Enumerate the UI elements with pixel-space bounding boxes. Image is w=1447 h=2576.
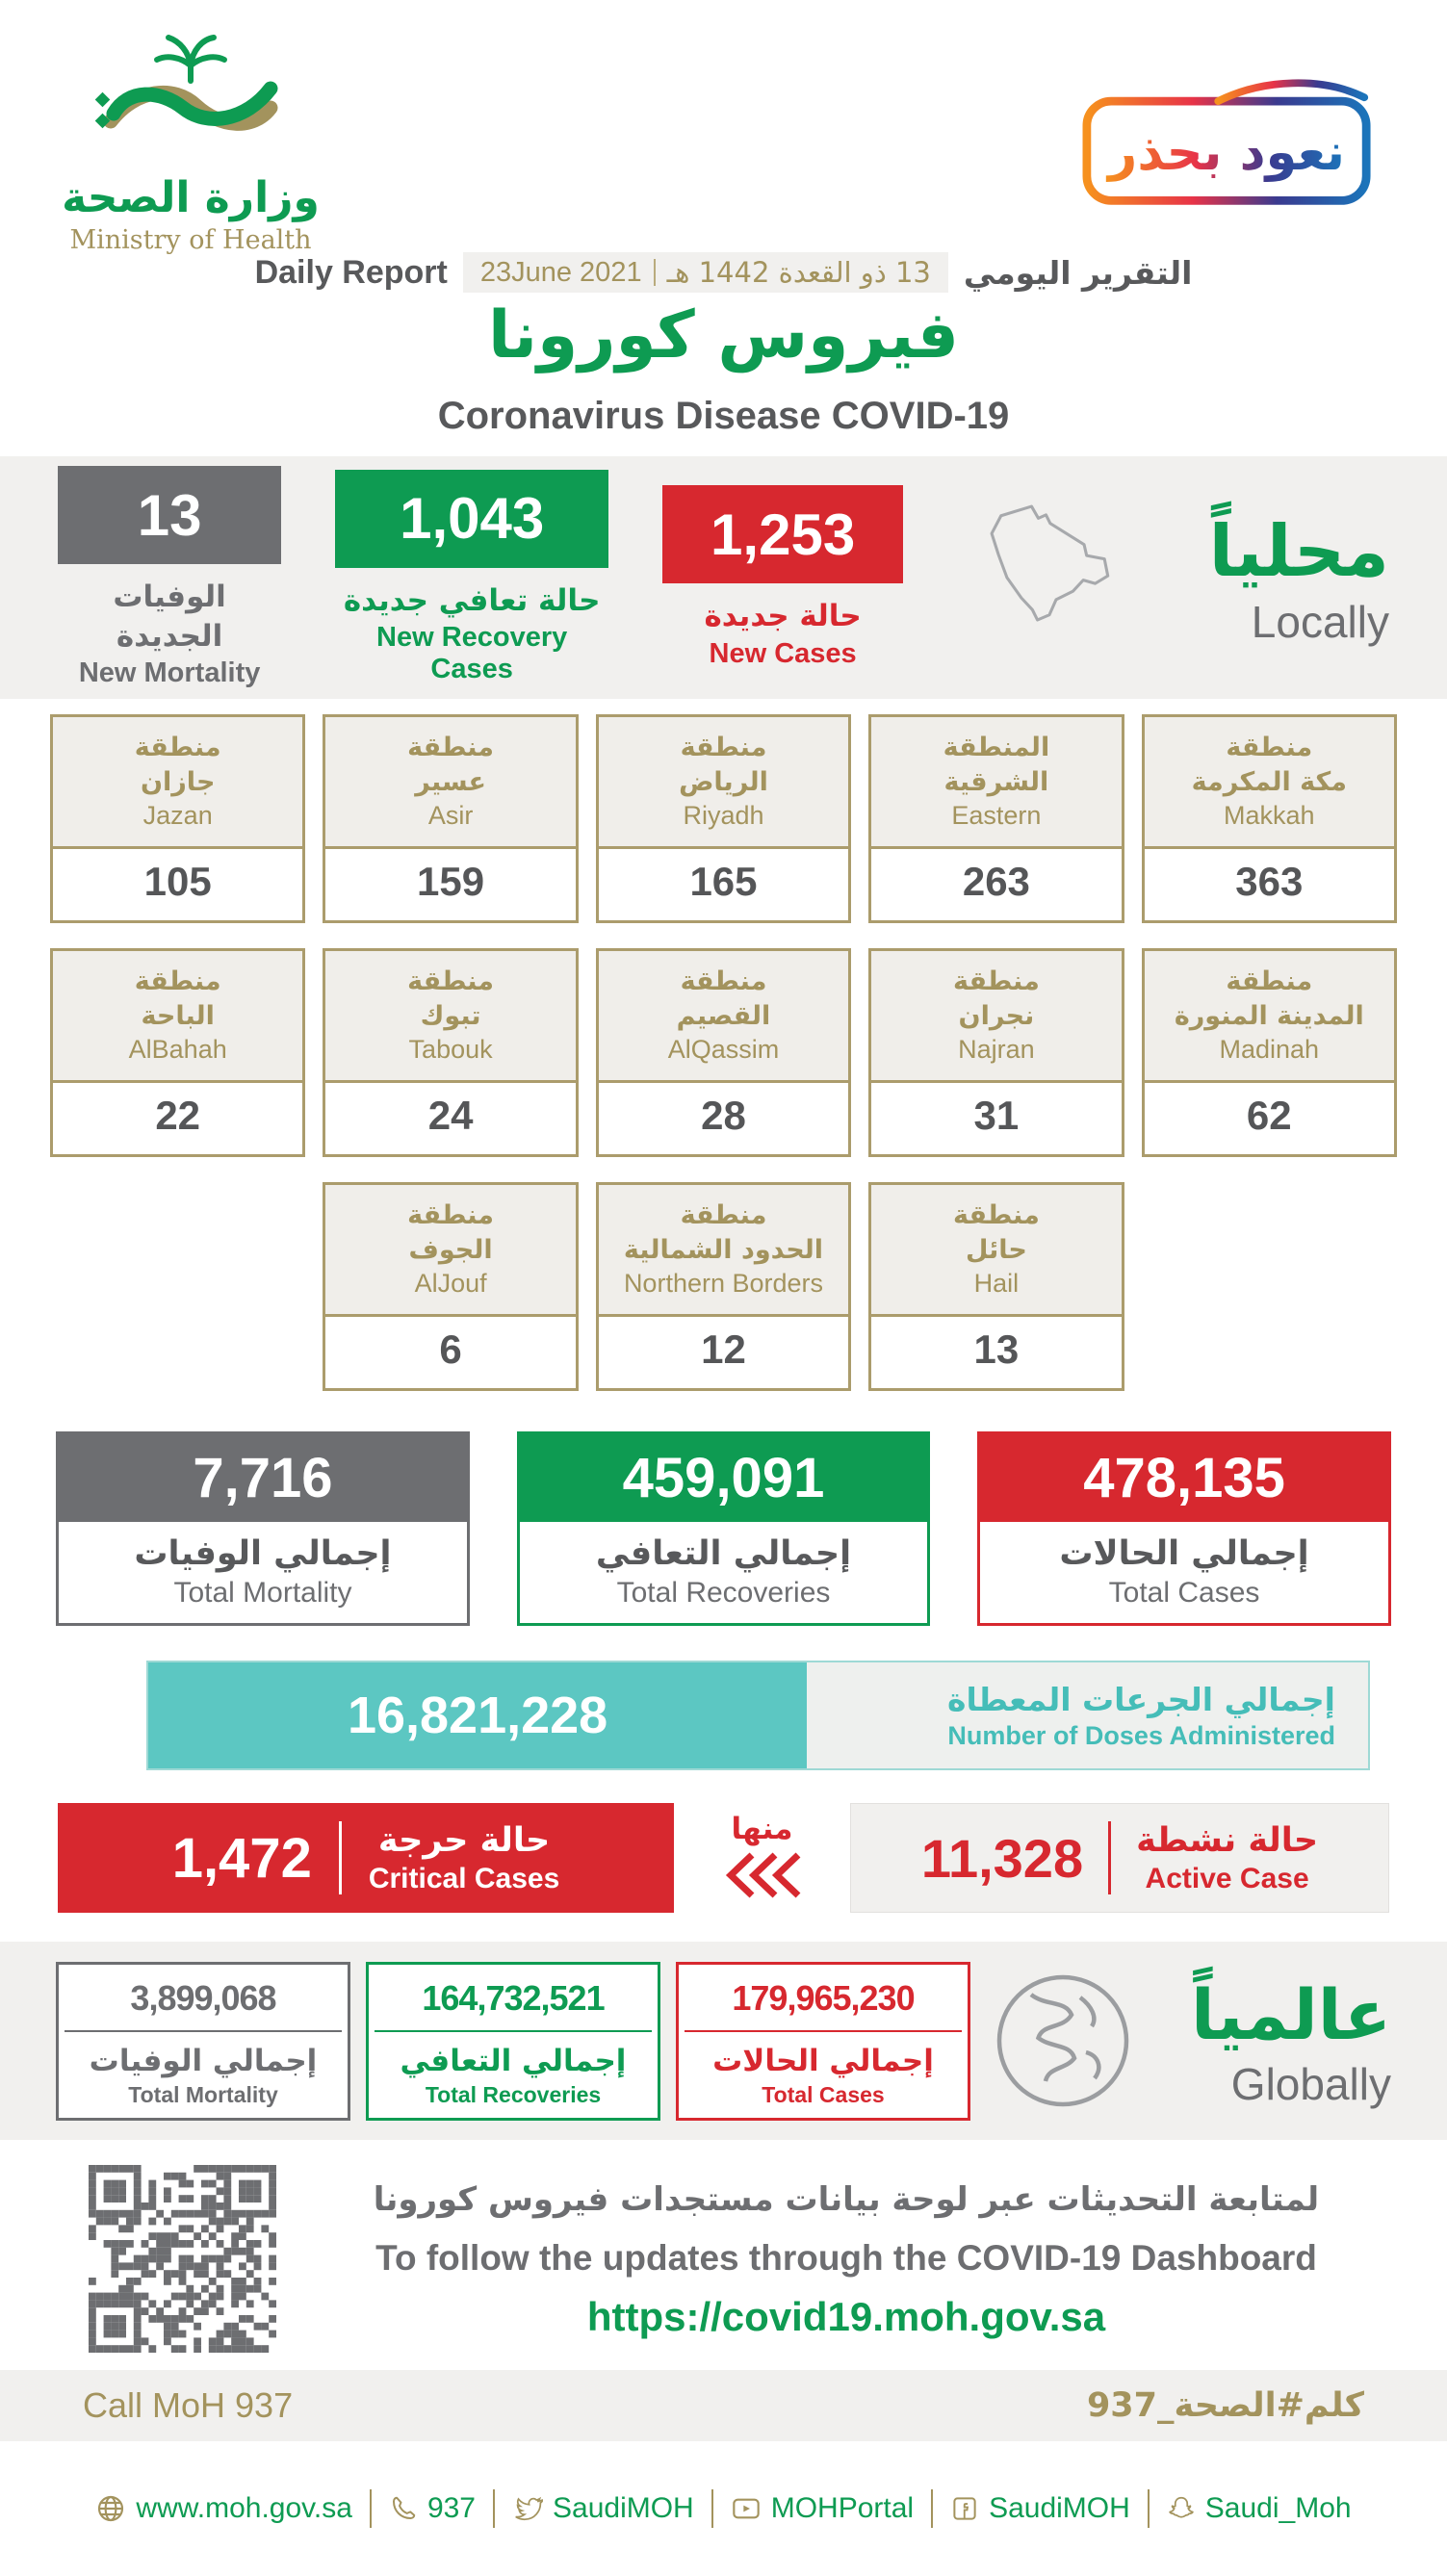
footer-link-twitter[interactable]	[512, 2492, 694, 2525]
moh-logo-arabic: وزارة الصحة	[62, 173, 320, 222]
footer-link-label: MOHPortal	[770, 2492, 915, 2525]
total-recoveries-box	[517, 1431, 931, 1626]
twitter-icon	[512, 2493, 543, 2524]
saudi-arabia-map	[957, 491, 1135, 664]
youtube-icon	[731, 2493, 762, 2524]
region-value: 31	[871, 1080, 1121, 1154]
total-cases-box	[977, 1431, 1391, 1626]
region-prefix-ar: منطقة	[680, 966, 767, 997]
global-cases-value: 179,965,230	[732, 1977, 915, 2018]
globally-heading-ar: عالمياً	[1191, 1974, 1391, 2056]
total-mortality-label-en: Total Mortality	[173, 1577, 352, 1610]
region-name-en: Tabouk	[408, 1035, 493, 1065]
new-cases-value: 1,253	[662, 485, 903, 583]
regions-grid	[0, 699, 1447, 1414]
return-with-caution-badge	[1077, 69, 1378, 219]
report-date-hijri: 13 ذو القعدة 1442 هـ	[666, 256, 931, 289]
new-recovery-label-en: New Recovery Cases	[376, 622, 568, 685]
footer-link-facebook[interactable]	[950, 2492, 1130, 2525]
globally-section	[0, 1942, 1447, 2140]
new-mortality-label-en: New Mortality	[78, 657, 261, 688]
region-name-ar: حائل	[965, 1235, 1027, 1266]
region-card-jazan	[50, 714, 305, 923]
region-name-en: Riyadh	[683, 801, 764, 831]
region-name-ar: مكة المكرمة	[1191, 767, 1347, 798]
new-mortality-value: 13	[58, 466, 281, 564]
footer-link-label: 937	[426, 2492, 476, 2525]
region-name-en: Madinah	[1219, 1035, 1320, 1065]
critical-cases-value: 1,472	[171, 1826, 312, 1890]
footer-link-label: SaudiMOH	[553, 2492, 694, 2525]
divider	[65, 2030, 342, 2032]
active-cases-value: 11,328	[920, 1827, 1084, 1889]
region-card-madinah	[1142, 948, 1397, 1157]
total-recoveries-label-en: Total Recoveries	[616, 1577, 831, 1610]
region-name-en: Jazan	[142, 801, 213, 831]
total-mortality-box	[56, 1431, 470, 1626]
new-cases-label-ar: حالة جديدة	[704, 599, 862, 634]
date-separator	[654, 259, 656, 286]
region-name-ar: تبوك	[420, 1001, 481, 1032]
region-prefix-ar: منطقة	[1226, 733, 1313, 763]
global-cases-label-ar: إجمالي الحالات	[712, 2043, 934, 2078]
region-value: 22	[53, 1080, 302, 1154]
region-card-tabouk	[323, 948, 578, 1157]
report-date-gregorian: 23June 2021	[479, 256, 642, 288]
total-mortality-value: 7,716	[59, 1434, 467, 1522]
hotline-label-ar: كلم#الصحة_937	[1086, 2386, 1364, 2426]
doses-label-ar: إجمالي الجرعات المعطاة	[947, 1681, 1335, 1719]
region-name-ar: عسير	[415, 767, 486, 798]
global-recoveries-box	[366, 1962, 660, 2121]
region-value: 159	[325, 846, 575, 920]
doses-label-en: Number of Doses Administered	[947, 1721, 1335, 1751]
divider	[931, 2489, 933, 2528]
active-cases-label-en: Active Case	[1145, 1863, 1309, 1895]
total-cases-value: 478,135	[980, 1434, 1388, 1522]
global-recoveries-label-en: Total Recoveries	[425, 2081, 602, 2107]
region-name-en: AlQassim	[667, 1035, 780, 1065]
region-prefix-ar: منطقة	[952, 1200, 1040, 1231]
region-card-northern-borders	[596, 1182, 851, 1391]
globe-icon	[991, 1969, 1135, 2113]
region-name-en: Najran	[958, 1035, 1035, 1065]
region-card-asir	[323, 714, 578, 923]
region-name-en: Northern Borders	[623, 1269, 824, 1299]
locally-heading	[1149, 507, 1389, 649]
critical-cases-box	[58, 1803, 674, 1913]
of-which-label-ar: منها	[731, 1811, 793, 1846]
region-name-ar: الباحة	[141, 1001, 215, 1032]
doses-value: 16,821,228	[148, 1662, 807, 1768]
total-cases-label-ar: إجمالي الحالات	[1059, 1534, 1309, 1573]
region-name-ar: الشرقية	[943, 767, 1049, 798]
daily-report-label-ar: التقرير اليومي	[963, 253, 1193, 292]
region-prefix-ar: منطقة	[1226, 966, 1313, 997]
moh-logo	[56, 25, 325, 255]
divider	[711, 2489, 713, 2528]
totals-row	[0, 1414, 1447, 1626]
region-name-ar: المدينة المنورة	[1174, 1001, 1364, 1032]
region-card-aljouf	[323, 1182, 578, 1391]
locally-heading-ar: محلياً	[1208, 509, 1389, 593]
footer-link-website[interactable]	[95, 2492, 352, 2525]
region-prefix-ar: منطقة	[680, 733, 767, 763]
total-cases-label-en: Total Cases	[1108, 1577, 1260, 1610]
total-mortality-label-ar: إجمالي الوفيات	[134, 1534, 392, 1573]
region-card-albahah	[50, 948, 305, 1157]
moh-logo-english: Ministry of Health	[69, 224, 312, 255]
critical-cases-label-ar: حالة حرجة	[377, 1821, 551, 1861]
region-card-alqassim	[596, 948, 851, 1157]
divider	[375, 2030, 652, 2032]
page-title-english: Coronavirus Disease COVID-19	[437, 395, 1010, 437]
region-value: 28	[599, 1080, 848, 1154]
region-name-en: Asir	[427, 801, 474, 831]
new-recovery-label-ar: حالة تعافي جديدة	[343, 582, 601, 618]
divider	[1108, 1821, 1111, 1894]
dashboard-section	[0, 2140, 1447, 2370]
new-mortality-stat	[58, 466, 281, 689]
doses-banner	[146, 1661, 1370, 1770]
report-title-row	[0, 252, 1447, 293]
footer-link-phone[interactable]	[389, 2492, 476, 2525]
region-name-ar: القصيم	[676, 1001, 771, 1032]
new-cases-label-en: New Cases	[709, 637, 857, 669]
divider	[493, 2489, 495, 2528]
region-prefix-ar: منطقة	[134, 733, 221, 763]
region-value: 6	[325, 1314, 575, 1388]
hotline-label-en: Call MoH 937	[83, 2385, 294, 2426]
chevrons-left-icon	[721, 1850, 804, 1900]
snapchat-icon	[1167, 2494, 1196, 2523]
region-prefix-ar: منطقة	[134, 966, 221, 997]
footer-link-label: Saudi_Moh	[1204, 2492, 1352, 2525]
global-recoveries-value: 164,732,521	[422, 1977, 605, 2018]
dashboard-note-ar: لمتابعة التحديثات عبر لوحة بيانات مستجدات فيروس كورونا	[373, 2179, 1320, 2219]
region-name-en: Eastern	[951, 801, 1042, 831]
daily-report-label-en: Daily Report	[254, 253, 448, 291]
critical-active-row	[0, 1803, 1447, 1913]
region-card-makkah	[1142, 714, 1397, 923]
region-name-ar: نجران	[958, 1001, 1035, 1032]
region-name-en: AlJouf	[414, 1269, 487, 1299]
new-cases-stat	[662, 485, 903, 669]
region-name-ar: الحدود الشمالية	[623, 1235, 824, 1266]
locally-section	[0, 456, 1447, 699]
footer-link-label: SaudiMOH	[989, 2492, 1130, 2525]
dashboard-note-en: To follow the updates through the COVID-19 Dashboard	[375, 2237, 1317, 2278]
region-card-najran	[868, 948, 1124, 1157]
region-prefix-ar: منطقة	[407, 966, 495, 997]
divider	[685, 2030, 962, 2032]
globe-icon	[95, 2493, 126, 2524]
region-value: 363	[1145, 846, 1394, 920]
active-cases-box	[850, 1803, 1389, 1913]
region-name-en: Makkah	[1224, 801, 1315, 831]
region-prefix-ar: المنطقة	[943, 733, 1050, 763]
divider	[1148, 2489, 1150, 2528]
footer-link-snapchat[interactable]	[1167, 2492, 1352, 2525]
critical-cases-label-en: Critical Cases	[368, 1863, 560, 1895]
dashboard-link[interactable]: https://covid19.moh.gov.sa	[586, 2293, 1106, 2339]
page-title-arabic: فيروس كورونا	[487, 297, 959, 374]
region-name-ar: جازان	[140, 767, 216, 798]
region-name-en: AlBahah	[128, 1035, 227, 1065]
divider	[339, 1821, 342, 1894]
region-name-ar: الرياض	[679, 767, 768, 798]
hotline-band	[0, 2370, 1447, 2441]
global-mortality-box	[56, 1962, 350, 2121]
divider	[370, 2489, 372, 2528]
total-recoveries-value: 459,091	[520, 1434, 928, 1522]
moh-logo-mark	[70, 25, 311, 169]
region-prefix-ar: منطقة	[407, 1200, 495, 1231]
region-card-riyadh	[596, 714, 851, 923]
active-cases-label-ar: حالة نشطة	[1136, 1821, 1319, 1861]
region-value: 165	[599, 846, 848, 920]
global-recoveries-label-ar: إجمالي التعافي	[400, 2043, 627, 2078]
region-prefix-ar: منطقة	[952, 966, 1040, 997]
region-value: 62	[1145, 1080, 1394, 1154]
report-date-chip	[463, 252, 948, 293]
region-value: 12	[599, 1314, 848, 1388]
global-cases-label-en: Total Cases	[762, 2081, 885, 2107]
globally-heading	[1160, 1971, 1391, 2110]
footer-links	[0, 2441, 1447, 2576]
new-mortality-label-ar: الوفيات الجديدة	[113, 580, 226, 654]
qr-code	[89, 2165, 276, 2353]
global-mortality-value: 3,899,068	[130, 1977, 276, 2018]
total-recoveries-label-ar: إجمالي التعافي	[595, 1534, 852, 1573]
region-prefix-ar: منطقة	[680, 1200, 767, 1231]
region-card-eastern	[868, 714, 1124, 923]
global-mortality-label-ar: إجمالي الوفيات	[89, 2043, 318, 2078]
region-name-ar: الجوف	[408, 1235, 493, 1266]
global-cases-box	[676, 1962, 970, 2121]
phone-icon	[389, 2494, 418, 2523]
globally-heading-en: Globally	[1230, 2059, 1391, 2110]
footer-link-label: www.moh.gov.sa	[136, 2492, 352, 2525]
header	[0, 0, 1447, 456]
facebook-icon	[950, 2494, 979, 2523]
new-recovery-value: 1,043	[335, 470, 608, 568]
region-name-en: Hail	[973, 1269, 1020, 1299]
region-value: 24	[325, 1080, 575, 1154]
of-which-indicator	[721, 1812, 804, 1905]
region-value: 13	[871, 1314, 1121, 1388]
region-value: 105	[53, 846, 302, 920]
region-card-hail	[868, 1182, 1124, 1391]
region-value: 263	[871, 846, 1121, 920]
locally-heading-en: Locally	[1251, 597, 1389, 648]
region-prefix-ar: منطقة	[407, 733, 495, 763]
footer-link-youtube[interactable]	[731, 2492, 914, 2525]
new-recovery-stat	[335, 470, 608, 685]
badge-text: نعود بحذر	[1108, 123, 1346, 183]
global-mortality-label-en: Total Mortality	[128, 2081, 278, 2107]
